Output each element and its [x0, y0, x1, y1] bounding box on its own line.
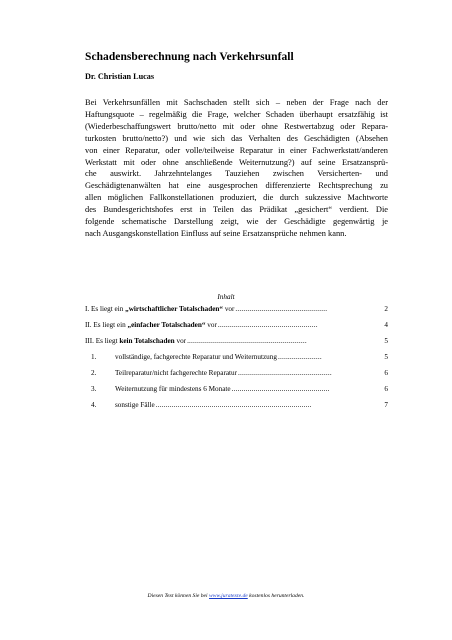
toc-entry-bold: kein Totalschaden	[119, 337, 175, 345]
toc-page-number: 5	[384, 353, 388, 361]
document-author: Dr. Christian Lucas	[85, 72, 155, 81]
body-line: von einer Reparatur, oder volle/teilweise Reparatur in einer Fachwerkstatt/anderen	[85, 145, 388, 155]
body-line: (Wiederbeschaffungswert brutto/netto mit oder ohne Restwertabzug oder Repara-	[85, 121, 388, 131]
footer-text-after: kostenlos herunterladen.	[247, 593, 305, 599]
toc-leader-dots: ......................	[277, 353, 322, 361]
toc-page-number: 7	[384, 401, 388, 409]
toc-subentry-text: vollständige, fachgerechte Reparatur und Weiternutzung	[115, 353, 277, 361]
toc-entry-1[interactable]	[85, 305, 388, 315]
toc-leader-dots: ............................................................	[187, 337, 307, 345]
footer-text-before: Diesen Text können Sie bei	[147, 593, 209, 599]
body-line: Geschädigtenanwälten hat eine ausgesprochen differenzierte Rechtsprechung zu	[85, 181, 388, 191]
toc-subentry-text: sonstige Fälle	[115, 401, 155, 409]
toc-leader-dots: ..............................................................................	[155, 401, 312, 409]
body-line: che auswirkt. Jahrzehntelanges Tauziehen zwischen Versicherten- und	[85, 169, 388, 179]
body-line: Werkstatt mit oder ohne anschließende Weiternutzung?) auf seine Ersatzansprü-	[85, 157, 388, 167]
footer-link[interactable]: www.juratexte.de	[209, 593, 248, 599]
toc-subentry-text: Weiternutzung für mindestens 6 Monate	[115, 385, 231, 393]
toc-page-number: 4	[384, 321, 388, 329]
toc-page-number: 2	[384, 305, 388, 313]
toc-subentry-4[interactable]	[91, 401, 388, 411]
toc-entry-2[interactable]	[85, 321, 388, 331]
body-line: allen möglichen Fallkonstellationen produziert, die durch sukzessive Machtworte	[85, 193, 388, 203]
footer-note	[0, 593, 452, 599]
toc-subentry-number: 2.	[91, 369, 97, 377]
toc-entry-suffix: vor	[223, 305, 235, 313]
toc-heading: Inhalt	[217, 293, 235, 301]
toc-subentry-number: 3.	[91, 385, 97, 393]
toc-subentry-text: Teilreparatur/nicht fachgerechte Reparatur	[115, 369, 238, 377]
toc-subentry-number: 4.	[91, 401, 97, 409]
toc-subentry-2[interactable]	[91, 369, 388, 379]
toc-entry-bold: „wirtschaftlicher Totalschaden“	[125, 305, 224, 313]
toc-entry-bold: „einfacher Totalschaden“	[127, 321, 206, 329]
toc-page-number: 6	[384, 385, 388, 393]
body-line: folgende schematische Darstellung zeigt, wie der Geschädigte gegenwärtig je	[85, 217, 388, 227]
body-line: Haftungsquote – regelmäßig die Frage, welcher Schaden überhaupt ersatzfähig ist	[85, 109, 388, 119]
toc-entry-3[interactable]	[85, 337, 388, 347]
toc-entry-prefix: II. Es liegt ein	[85, 321, 128, 329]
toc-leader-dots: ..............................................	[235, 305, 328, 313]
toc-page-number: 5	[384, 337, 388, 345]
toc-leader-dots: ...............................................	[238, 369, 332, 377]
document-title: Schadensberechnung nach Verkehrsunfall	[85, 51, 294, 63]
body-line: turkosten brutto/netto?) und wie sich das Verhalten des Geschädigten (Absehen	[85, 133, 388, 143]
toc-page-number: 6	[384, 369, 388, 377]
toc-leader-dots: .................................................	[231, 385, 330, 393]
toc-leader-dots: ..................................................	[217, 321, 318, 329]
body-line: Bei Verkehrsunfällen mit Sachschaden stellt sich – neben der Frage nach der	[85, 98, 388, 107]
toc-entry-suffix: vor	[205, 321, 217, 329]
toc-subentry-1[interactable]	[91, 353, 388, 363]
toc-entry-prefix: III. Es liegt	[85, 337, 120, 345]
toc-entry-suffix: vor	[174, 337, 187, 345]
body-line: des Bundesgerichtshofes erst in Teilen das Prädikat „gesichert“ verdient. Die	[85, 205, 388, 215]
toc-subentry-3[interactable]	[91, 385, 388, 395]
toc-subentry-number: 1.	[91, 353, 97, 361]
body-paragraph	[85, 97, 388, 240]
toc-entry-prefix: I. Es liegt ein	[85, 305, 126, 313]
body-line: nach Ausgangskonstellation Einfluss auf seine Ersatzansprüche nehmen kann.	[85, 228, 347, 238]
